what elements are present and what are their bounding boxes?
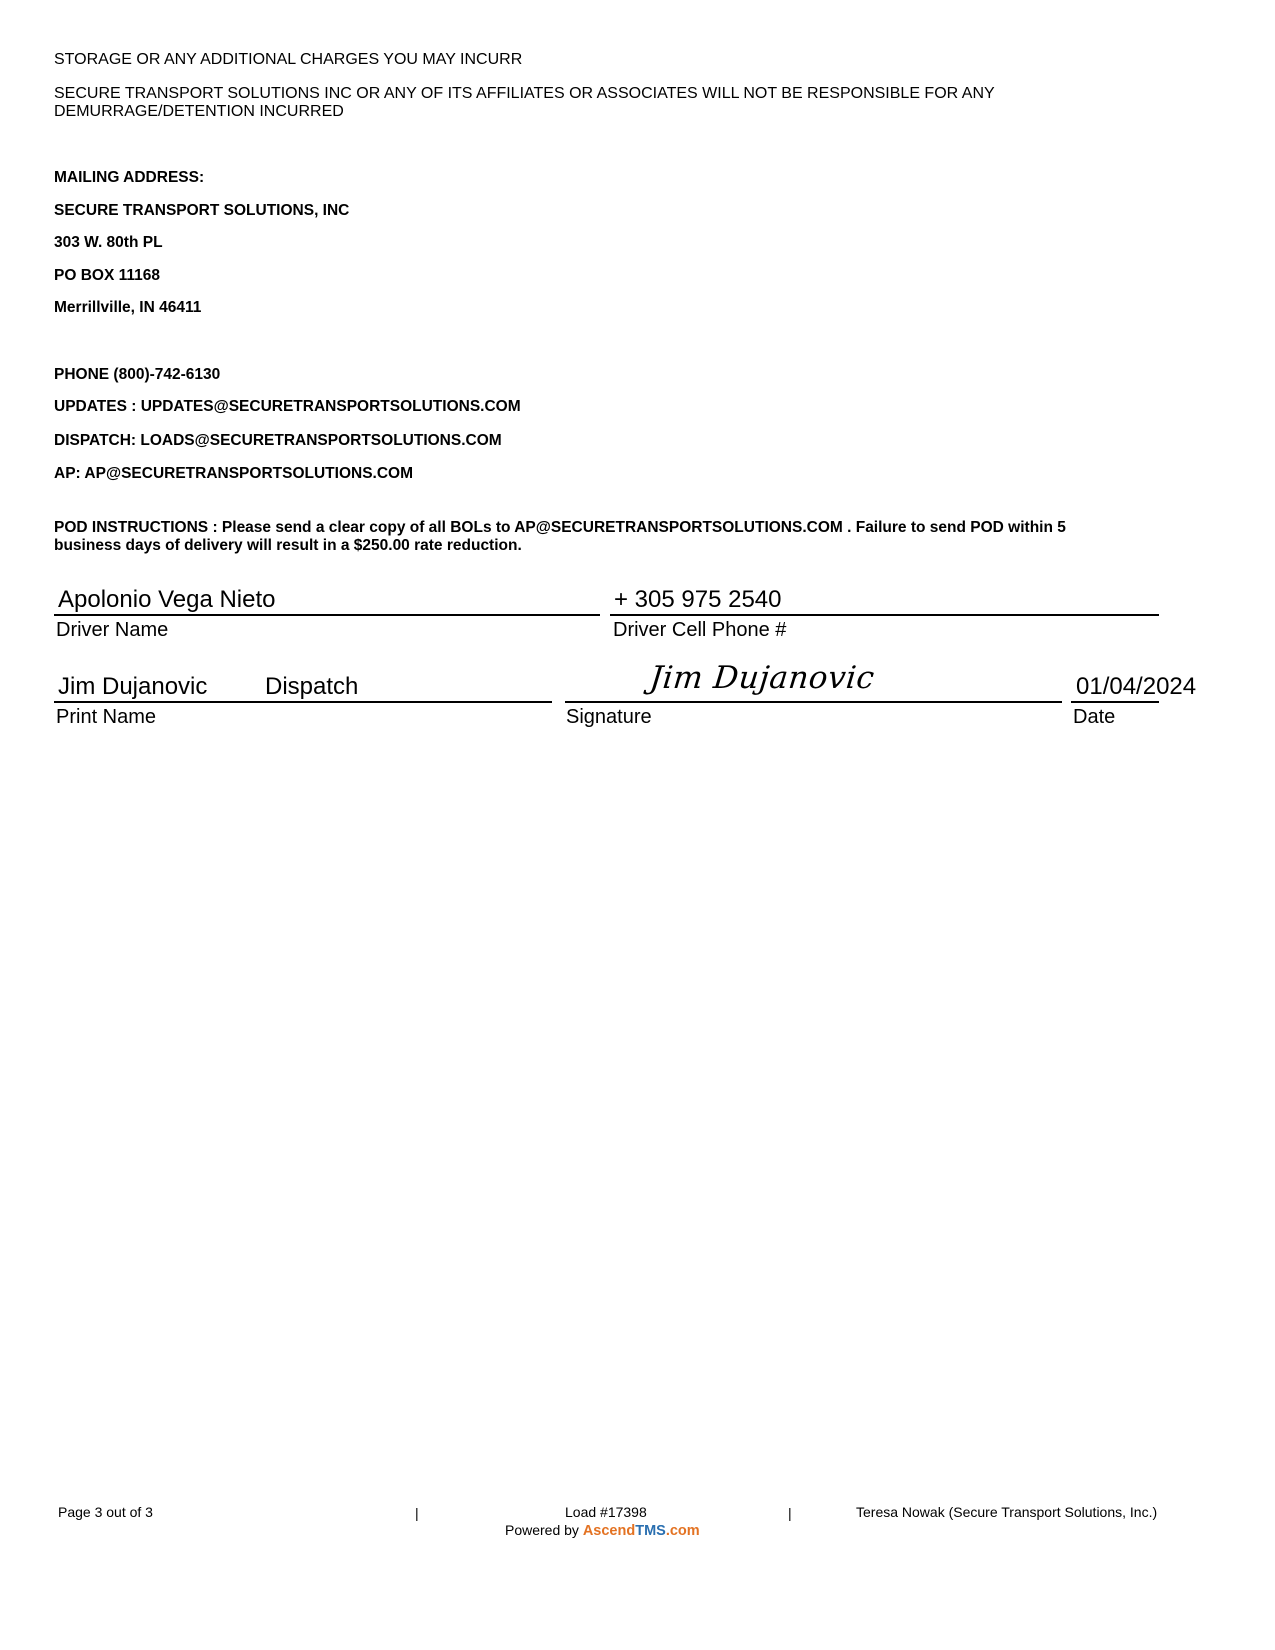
brand-tms: TMS	[635, 1523, 666, 1539]
responsibility-notice-line1: SECURE TRANSPORT SOLUTIONS INC OR ANY OF ITS AFFILIATES OR ASSOCIATES WILL NOT BE RESPONSIBLE FOR ANY	[54, 85, 995, 102]
footer-separator-left: |	[415, 1505, 419, 1521]
signature-underline	[565, 701, 1062, 703]
ascend-tms-logo[interactable]	[583, 1523, 700, 1539]
driver-name-underline	[54, 614, 600, 616]
footer-separator-right: |	[788, 1505, 792, 1521]
mailing-company: SECURE TRANSPORT SOLUTIONS, INC	[54, 202, 350, 219]
signature-label: Signature	[566, 706, 652, 728]
date-value: 01/04/2024	[1076, 673, 1197, 700]
print-title-value: Dispatch	[265, 673, 359, 700]
driver-name-label: Driver Name	[56, 619, 169, 641]
signature-handwriting: Jim Dujanovic	[648, 660, 877, 696]
footer-load-number: Load #17398	[565, 1504, 647, 1520]
pod-instructions-line2: business days of delivery will result in a $250.00 rate reduction.	[54, 537, 522, 554]
contact-updates: UPDATES : UPDATES@SECURETRANSPORTSOLUTIONS.COM	[54, 398, 521, 415]
print-name-value: Jim Dujanovic	[58, 673, 208, 700]
driver-phone-value: + 305 975 2540	[614, 586, 782, 613]
date-underline	[1071, 701, 1159, 703]
responsibility-notice-line2: DEMURRAGE/DETENTION INCURRED	[54, 103, 344, 120]
driver-phone-label: Driver Cell Phone #	[613, 619, 787, 641]
contact-ap: AP: AP@SECURETRANSPORTSOLUTIONS.COM	[54, 465, 413, 482]
powered-by-text: Powered by	[505, 1522, 579, 1538]
footer-user: Teresa Nowak (Secure Transport Solutions, Inc.)	[856, 1504, 1158, 1520]
driver-name-value: Apolonio Vega Nieto	[58, 586, 276, 613]
date-label: Date	[1073, 706, 1116, 728]
footer-page-number: Page 3 out of 3	[58, 1504, 153, 1520]
driver-phone-underline	[610, 614, 1159, 616]
brand-ascend: Ascend	[582, 1523, 636, 1539]
brand-dotcom: .com	[665, 1523, 700, 1539]
footer-powered-by	[505, 1522, 700, 1540]
print-name-underline	[54, 701, 552, 703]
pod-instructions-line1: POD INSTRUCTIONS : Please send a clear copy of all BOLs to AP@SECURETRANSPORTSOLUTIONS.COM . Failure to send POD within 5	[54, 519, 1066, 536]
mailing-po-box: PO BOX 11168	[54, 267, 160, 284]
mailing-city: Merrillville, IN 46411	[54, 299, 202, 316]
mailing-heading: MAILING ADDRESS:	[54, 169, 205, 186]
contact-phone: PHONE (800)-742-6130	[54, 366, 221, 383]
contact-dispatch: DISPATCH: LOADS@SECURETRANSPORTSOLUTIONS.COM	[54, 432, 502, 449]
print-name-label: Print Name	[56, 706, 157, 728]
mailing-street: 303 W. 80th PL	[54, 234, 163, 251]
storage-notice: STORAGE OR ANY ADDITIONAL CHARGES YOU MAY INCURR	[54, 51, 523, 68]
